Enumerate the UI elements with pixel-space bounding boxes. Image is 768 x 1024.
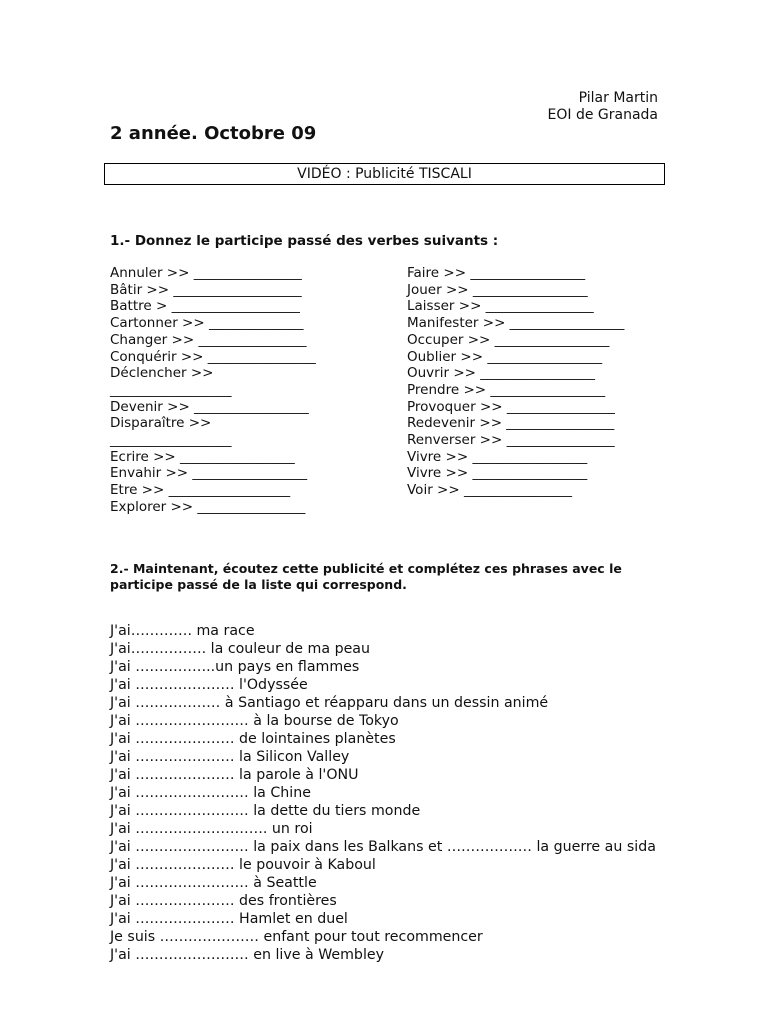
verb-item: __________________ (110, 381, 232, 398)
verb-item: Explorer >> ________________ (110, 498, 306, 515)
author-name: Pilar Martin (578, 90, 658, 106)
document-title: 2 année. Octobre 09 (110, 123, 317, 144)
verb-item: Oublier >> _________________ (407, 348, 603, 365)
sentence-item: J'ai ………………… le pouvoir à Kaboul (110, 857, 376, 873)
verb-item: Devenir >> _________________ (110, 398, 309, 415)
verb-item: Ouvrir >> _________________ (407, 365, 595, 382)
sentence-item: J'ai ………………… la Silicon Valley (110, 749, 350, 765)
exercise2-instruction (110, 561, 670, 593)
video-title-box: VIDÉO : Publicité TISCALI (104, 163, 665, 185)
verb-item: Etre >> __________________ (110, 482, 291, 499)
verb-item: Déclencher >> (110, 365, 214, 382)
verb-item: Ecrire >> _________________ (110, 448, 295, 465)
verb-item: Laisser >> ________________ (407, 298, 594, 315)
sentence-item: J'ai……………. la couleur de ma peau (110, 641, 370, 657)
sentence-item: J'ai …………………… à la bourse de Tokyo (110, 713, 399, 729)
verb-item: Conquérir >> ________________ (110, 348, 316, 365)
verb-item: Provoquer >> ________________ (407, 398, 615, 415)
verb-item: Faire >> _________________ (407, 265, 586, 281)
verb-item: Battre > ___________________ (110, 298, 300, 315)
verb-item: Cartonner >> ______________ (110, 315, 304, 332)
verb-item: Annuler >> ________________ (110, 265, 302, 281)
sentence-item: J'ai …………………… à Seattle (110, 875, 317, 891)
sentence-item: J'ai ………………… l'Odyssée (110, 677, 308, 693)
verb-item: Vivre >> _________________ (407, 448, 588, 465)
author-block (548, 90, 659, 124)
verb-item: Vivre >> _________________ (407, 465, 588, 482)
verb-item: Redevenir >> ________________ (407, 415, 615, 432)
sentence-item: J'ai …………………… la Chine (110, 785, 311, 801)
sentence-item: J'ai ………………………. un roi (110, 821, 313, 837)
verb-item: Changer >> ________________ (110, 331, 307, 348)
sentence-item: J'ai …………………… la dette du tiers monde (110, 803, 421, 819)
verb-item: Disparaître >> (110, 415, 212, 432)
sentence-item: J'ai ………………… Hamlet en duel (110, 911, 348, 927)
verb-item: Prendre >> _________________ (407, 381, 606, 398)
verb-item: Jouer >> _________________ (407, 281, 588, 298)
verb-item: Occuper >> _________________ (407, 331, 610, 348)
sentence-item: J'ai ………………… des frontières (110, 893, 337, 909)
sentence-item: J'ai…………. ma race (110, 623, 255, 639)
sentence-item: J'ai ……………..un pays en flammes (110, 659, 360, 675)
sentence-item: J'ai ………………… la parole à l'ONU (110, 767, 359, 783)
verb-item: Manifester >> _________________ (407, 315, 625, 332)
school-name: EOI de Granada (547, 107, 658, 123)
verb-item: Voir >> ________________ (407, 482, 572, 499)
sentence-item: J'ai …………………… la paix dans les Balkans et ……………… la guerre au sida (110, 839, 656, 855)
exercise2-instruction-line2: participe passé de la liste qui correspond. (110, 577, 407, 592)
exercise1-instruction: 1.- Donnez le participe passé des verbes suivants : (110, 233, 499, 249)
verb-item: __________________ (110, 432, 232, 449)
sentence-item: J'ai …………………… en live à Wembley (110, 947, 385, 963)
exercise2-instruction-line1: 2.- Maintenant, écoutez cette publicité et complétez ces phrases avec le (110, 561, 622, 576)
verb-item: Envahir >> _________________ (110, 465, 308, 482)
verb-item: Renverser >> ________________ (407, 432, 615, 449)
sentence-item: J'ai ……………… à Santiago et réapparu dans un dessin animé (110, 695, 549, 711)
sentence-item: J'ai ………………… de lointaines planètes (110, 731, 396, 747)
verb-list-left (110, 265, 316, 516)
sentence-item: Je suis ………………… enfant pour tout recommencer (110, 929, 483, 945)
verb-list-right (407, 265, 624, 499)
sentence-list (110, 622, 665, 964)
verb-item: Bâtir >> ___________________ (110, 281, 302, 298)
